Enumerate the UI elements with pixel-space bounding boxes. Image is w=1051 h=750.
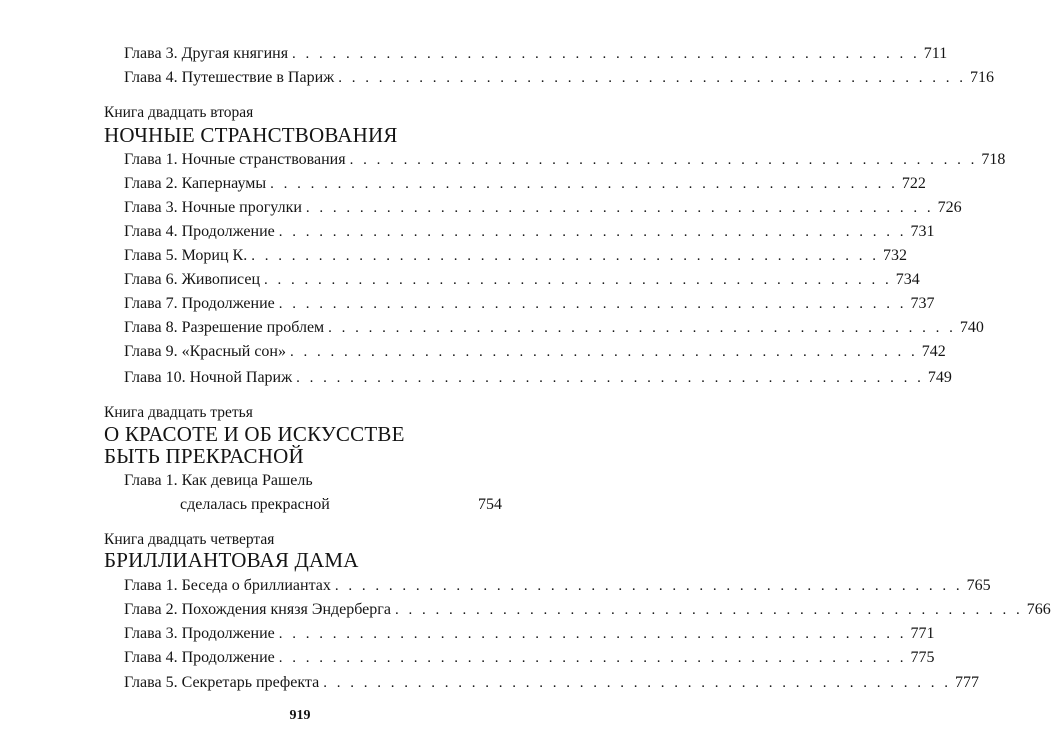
chapter-title-continuation: сделалась прекрасной <box>180 496 330 513</box>
toc-entry <box>124 293 935 315</box>
chapter-title: Глава 5. Секретарь префекта <box>124 674 320 691</box>
dot-leader: . . . . . . . . . . . . . . . . . . . . . . . . . . . . . . . . . . . . . . . . . . . . . . . <box>394 602 1023 618</box>
dot-leader: . . . . . . . . . . . . . . . . . . . . . . . . . . . . . . . . . . . . . . . . . . . . . . . <box>278 296 907 312</box>
chapter-title: Глава 4. Продолжение <box>124 223 275 240</box>
dot-leader: . . . . . . . . . . . . . . . . . . . . . . . . . . . . . . . . . . . . . . . . . . . . . . . <box>305 200 934 216</box>
toc-entry <box>124 470 502 492</box>
dot-leader: . . . . . . . . . . . . . . . . . . . . . . . . . . . . . . . . . . . . . . . . . . . . . . . <box>328 320 956 336</box>
dot-leader: . . . . . . . . . . . . . . . . . . . . . . . . . . . . . . . . . . . . . . . . . . . . . . . <box>338 70 966 86</box>
chapter-title: Глава 3. Ночные прогулки <box>124 199 302 216</box>
book-label: Книга двадцать четвертая <box>104 531 275 548</box>
dot-leader: . . . . . . . . . . . . . . . . . . . . . . . . . . . . . . . . . . . . . . . . . . . . . . . <box>251 248 879 264</box>
chapter-title: Глава 9. «Красный сон» <box>124 343 286 360</box>
page-number: 771 <box>910 625 935 642</box>
chapter-title: Глава 2. Похождения князя Эндерберга <box>124 601 391 618</box>
page-number: 740 <box>959 319 984 336</box>
book-title: О КРАСОТЕ И ОБ ИСКУССТВЕ <box>104 422 405 446</box>
dot-leader: . . . . . . . . . . . . . . . . . . . . . . . . . . . . . . . . . . . . . . . . . . . . . . . <box>278 650 907 666</box>
toc-entry <box>124 197 962 219</box>
toc-entry <box>124 269 920 291</box>
page-number: 737 <box>910 295 935 312</box>
page-number: 777 <box>954 674 979 691</box>
page-number: 754 <box>478 496 502 513</box>
page-number: 749 <box>927 369 952 386</box>
chapter-title: Глава 1. Ночные странствования <box>124 151 346 168</box>
page-number: 766 <box>1026 601 1051 618</box>
toc-entry <box>124 221 935 243</box>
page-number: 722 <box>901 175 926 192</box>
page-number: 731 <box>910 223 935 240</box>
dot-leader: . . . . . . . . . . . . . . . . . . . . . . . . . . . . . . . . . . . . . . . . . . . . . . . <box>278 626 907 642</box>
chapter-title: Глава 4. Путешествие в Париж <box>124 69 335 86</box>
toc-entry <box>124 43 948 65</box>
book-title: БРИЛЛИАНТОВАЯ ДАМА <box>104 548 359 572</box>
chapter-title: Глава 4. Продолжение <box>124 649 275 666</box>
page-number: 765 <box>966 577 991 594</box>
dot-leader: . . . . . . . . . . . . . . . . . . . . . . . . . . . . . . . . . . . . . . . . . . . . . . . <box>296 370 924 386</box>
dot-leader: . . . . . . . . . . . . . . . . . . . . . . . . . . . . . . . . . . . . . . . . . . . . . . . <box>264 272 892 288</box>
dot-leader: . . . . . . . . . . . . . . . . . . . . . . . . . . . . . . . . . . . . . . . . . . . . . . . <box>292 46 920 62</box>
page-folio: 919 <box>289 708 311 723</box>
chapter-title: Глава 1. Как девица Рашель <box>124 472 313 489</box>
dot-leader: . . . . . . . . . . . . . . . . . . . . . . . . . . . . . . . . . . . . . . . . . . . . . . . <box>270 176 898 192</box>
book-title: НОЧНЫЕ СТРАНСТВОВАНИЯ <box>104 123 398 147</box>
toc-entry <box>124 367 952 389</box>
toc-entry <box>124 575 991 597</box>
toc-entry <box>124 599 1051 621</box>
page-number: 734 <box>895 271 920 288</box>
toc-entry <box>124 245 907 267</box>
page-number: 732 <box>882 247 907 264</box>
page-number: 718 <box>981 151 1006 168</box>
dot-leader: . . . . . . . . . . . . . . . . . . . . . . . . . . . . . . . . . . . . . . . . . . . . . . . <box>278 224 907 240</box>
book-label: Книга двадцать вторая <box>104 104 254 121</box>
page-number: 775 <box>910 649 935 666</box>
chapter-title: Глава 1. Беседа о бриллиантах <box>124 577 331 594</box>
toc-entry <box>124 672 979 694</box>
toc-entry <box>124 623 935 645</box>
page-number: 742 <box>921 343 946 360</box>
dot-leader: . . . . . . . . . . . . . . . . . . . . . . . . . . . . . . . . . . . . . . . . . . . . . . . <box>323 675 951 691</box>
book-label: Книга двадцать третья <box>104 404 253 421</box>
toc-entry <box>124 317 984 339</box>
chapter-title: Глава 3. Другая княгиня <box>124 45 289 62</box>
chapter-title: Глава 8. Разрешение проблем <box>124 319 325 336</box>
page-number: 726 <box>937 199 962 216</box>
chapter-title: Глава 10. Ночной Париж <box>124 369 293 386</box>
chapter-title: Глава 3. Продолжение <box>124 625 275 642</box>
toc-entry <box>124 647 935 669</box>
page-number: 711 <box>923 45 948 62</box>
chapter-title: Глава 6. Живописец <box>124 271 261 288</box>
toc-entry <box>124 173 926 195</box>
toc-entry-continuation <box>180 494 502 516</box>
page-number: 716 <box>969 69 994 86</box>
toc-entry <box>124 67 994 89</box>
book-title-line-2: БЫТЬ ПРЕКРАСНОЙ <box>104 444 304 468</box>
chapter-title: Глава 7. Продолжение <box>124 295 275 312</box>
dot-leader: . . . . . . . . . . . . . . . . . . . . . . . . . . . . . . . . . . . . . . . . . . . . . . . <box>334 578 963 594</box>
toc-entry <box>124 149 1006 171</box>
chapter-title: Глава 2. Капернаумы <box>124 175 267 192</box>
toc-entry <box>124 341 946 363</box>
dot-leader: . . . . . . . . . . . . . . . . . . . . . . . . . . . . . . . . . . . . . . . . . . . . . . . <box>349 152 978 168</box>
chapter-title: Глава 5. Мориц К. <box>124 247 248 264</box>
dot-leader: . . . . . . . . . . . . . . . . . . . . . . . . . . . . . . . . . . . . . . . . . . . . . . . <box>290 344 918 360</box>
